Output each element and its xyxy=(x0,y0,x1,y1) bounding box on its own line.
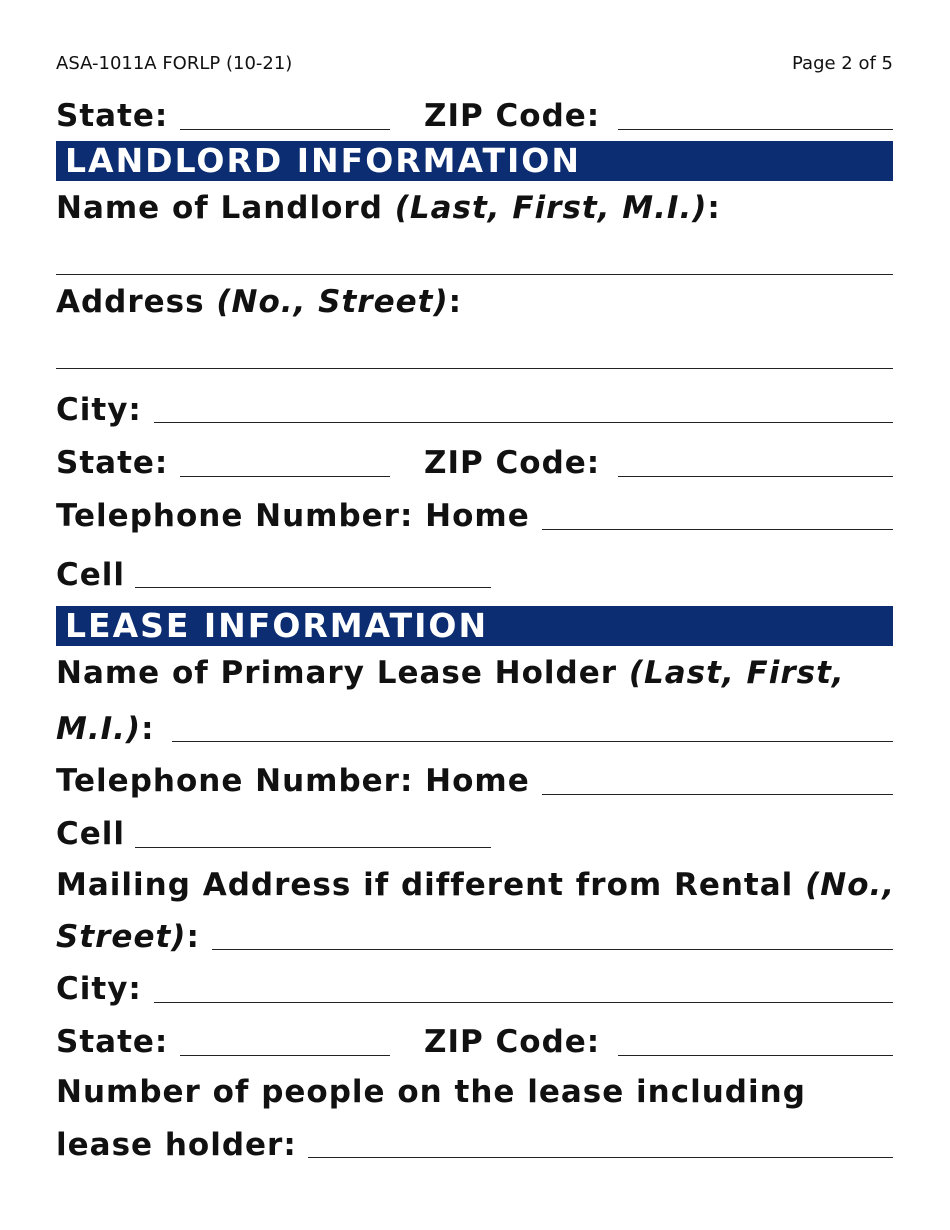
mailing-address-row-2 xyxy=(56,917,893,957)
landlord-phone-row xyxy=(56,496,893,536)
lease-cell-row xyxy=(56,814,893,854)
people-count-label: Number of people on the lease including xyxy=(56,1074,806,1110)
city-label: City: xyxy=(56,971,142,1007)
cell-label: Cell xyxy=(56,557,126,593)
mailing-address-label: Mailing Address if different from Rental (No., xyxy=(56,867,896,903)
landlord-zip-field[interactable] xyxy=(618,476,893,477)
cell-label: Cell xyxy=(56,816,126,852)
people-count-field[interactable] xyxy=(308,1157,893,1158)
people-count-row-1 xyxy=(56,1072,893,1112)
lease-city-field[interactable] xyxy=(154,1002,893,1003)
landlord-state-field[interactable] xyxy=(180,476,390,477)
top-state-zip-row xyxy=(56,96,893,136)
lease-city-row xyxy=(56,969,893,1009)
lease-cell-field[interactable] xyxy=(135,847,491,848)
landlord-state-zip-row xyxy=(56,443,893,483)
lease-section-header: LEASE INFORMATION xyxy=(56,606,893,646)
landlord-name-row xyxy=(56,188,893,228)
zip-field[interactable] xyxy=(618,129,893,130)
lease-phone-row xyxy=(56,761,893,801)
lease-holder-row-1 xyxy=(56,653,893,693)
phone-home-label: Telephone Number: Home xyxy=(56,763,530,799)
landlord-section-header: LANDLORD INFORMATION xyxy=(56,141,893,181)
page-number: Page 2 of 5 xyxy=(792,53,893,74)
state-label: State: xyxy=(56,1024,169,1060)
lease-state-field[interactable] xyxy=(180,1055,390,1056)
state-field[interactable] xyxy=(180,129,390,130)
mailing-address-label-cont: Street): xyxy=(56,919,200,955)
state-label: State: xyxy=(56,445,169,481)
lease-holder-label: Name of Primary Lease Holder (Last, First, xyxy=(56,655,845,691)
landlord-city-field[interactable] xyxy=(154,422,893,423)
lease-zip-field[interactable] xyxy=(618,1055,893,1056)
landlord-address-field[interactable] xyxy=(56,368,893,369)
landlord-address-label: Address (No., Street): xyxy=(56,284,463,320)
lease-holder-row-2 xyxy=(56,709,893,749)
mailing-address-field[interactable] xyxy=(212,949,893,950)
lease-holder-label-cont: M.I.): xyxy=(56,711,155,747)
landlord-cell-row xyxy=(56,555,893,595)
lease-phone-home-field[interactable] xyxy=(542,794,893,795)
people-count-row-2 xyxy=(56,1125,893,1165)
landlord-address-row xyxy=(56,282,893,322)
mailing-address-row-1 xyxy=(56,865,896,905)
landlord-phone-home-field[interactable] xyxy=(542,529,893,530)
landlord-cell-field[interactable] xyxy=(135,587,491,588)
city-label: City: xyxy=(56,392,142,428)
lease-state-zip-row xyxy=(56,1022,893,1062)
zip-label: ZIP Code: xyxy=(424,445,601,481)
lease-holder-field[interactable] xyxy=(172,741,893,742)
zip-label: ZIP Code: xyxy=(424,1024,601,1060)
phone-home-label: Telephone Number: Home xyxy=(56,498,530,534)
state-label: State: xyxy=(56,98,169,134)
landlord-name-label: Name of Landlord (Last, First, M.I.): xyxy=(56,190,721,226)
landlord-city-row xyxy=(56,390,893,430)
people-count-label-cont: lease holder: xyxy=(56,1127,297,1163)
zip-label: ZIP Code: xyxy=(424,98,601,134)
form-id: ASA-1011A FORLP (10-21) xyxy=(56,53,293,74)
landlord-name-field[interactable] xyxy=(56,274,893,275)
